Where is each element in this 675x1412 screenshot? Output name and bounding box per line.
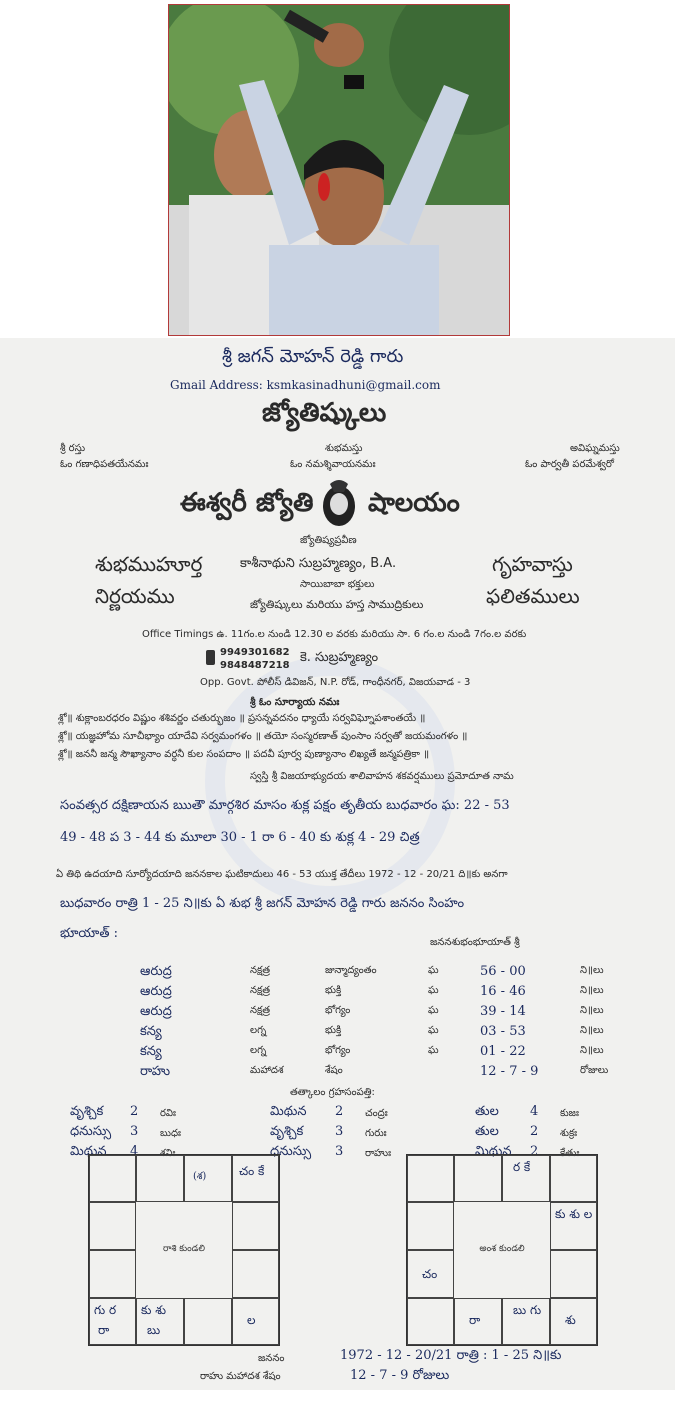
planet-name: కుజః xyxy=(560,1108,579,1119)
chart-cell xyxy=(136,1298,184,1345)
footer-birth-label: జననం xyxy=(258,1353,285,1364)
chart-cell xyxy=(89,1250,136,1298)
row-value: 16 - 46 xyxy=(480,984,526,999)
planet-num: 3 xyxy=(130,1124,139,1139)
cell-planets: గు ర xyxy=(94,1303,117,1317)
planet-num: 2 xyxy=(130,1104,139,1119)
chart-cell xyxy=(454,1155,502,1202)
cell-planets: చం కే xyxy=(239,1164,265,1178)
footer-birth-value: 1972 - 12 - 20/21 రాత్రి : 1 - 25 ని॥కు xyxy=(340,1348,562,1363)
shloka-1: శ్లో॥ శుక్లాంబరధరం విష్ణుం శశివర్ణం చతుర్భుజం ॥ ప్రసన్నవదనం ధ్యాయే సర్వవిఘ్నోపశాంతయే ॥ xyxy=(58,713,426,724)
deity-logo xyxy=(318,476,360,530)
row-suffix: ని॥లు xyxy=(580,1005,604,1016)
row-suffix: ని॥లు xyxy=(580,985,604,996)
chart-cell xyxy=(502,1298,550,1345)
row-type: లగ్న xyxy=(250,1045,267,1056)
planet-name: రవిః xyxy=(160,1108,176,1119)
planets-title: తత్కాలం గ్రహసంపత్తి: xyxy=(290,1087,375,1098)
row-value: 56 - 00 xyxy=(480,964,526,979)
row-detail: జున్మాద్యంతం xyxy=(325,965,377,976)
row-suffix: ని॥లు xyxy=(580,1045,604,1056)
office-timings: Office Timings ఉ. 11గం.ల నుండి 12.30 ల వరకు మరియు సా. 6 గం.ల నుండి 7గం.ల వరకు xyxy=(142,629,527,640)
phone-2: 9848487218 xyxy=(220,660,290,671)
cell-planets: రా xyxy=(469,1313,481,1327)
row-unit: ఘ xyxy=(428,1045,439,1056)
row-type: నక్షత్ర xyxy=(250,985,271,996)
planet-sign: ధనుస్సు xyxy=(70,1124,112,1139)
chart-cell xyxy=(89,1298,136,1345)
planet-sign: ధనుస్సు xyxy=(270,1144,312,1159)
chart-cell xyxy=(89,1155,136,1202)
row-label: కన్య xyxy=(140,1044,162,1059)
chart-cell xyxy=(89,1202,136,1250)
rasi-chart xyxy=(88,1154,280,1346)
phone-icon xyxy=(206,650,215,665)
row-label: రాహు xyxy=(140,1064,171,1079)
planet-name: కేతుః xyxy=(560,1148,580,1159)
chart-cell xyxy=(550,1155,597,1202)
row-label: ఆరుద్ర xyxy=(140,1004,172,1019)
gmail-address: Gmail Address: ksmkasinadhuni@gmail.com xyxy=(170,378,441,392)
address: Opp. Govt. పోలీస్ డివిజన్, N.P. రోడ్, గాంధీనగర్, విజయవాడ - 3 xyxy=(200,677,471,688)
chart-cell xyxy=(407,1155,454,1202)
cell-planets: ర కే xyxy=(513,1160,531,1174)
chart-cell xyxy=(407,1202,454,1250)
chart-cell xyxy=(184,1298,232,1345)
planet-name: రాహుః xyxy=(365,1148,392,1159)
chart-cell xyxy=(454,1298,502,1345)
cell-planets: కు శు xyxy=(141,1303,166,1317)
client-name: శ్రీ జగన్ మోహన్ రెడ్డి గారు xyxy=(222,346,404,367)
chart-cell xyxy=(184,1155,232,1202)
row-value: 39 - 14 xyxy=(480,1004,526,1019)
shloka-3: శ్లో॥ జననీ జన్మ సౌఖ్యానాం వర్ధనీ కుల సంపదాం ॥ పదవీ పూర్వ పుణ్యానాం లిఖ్యతే జన్మపత్రికా ॥ xyxy=(58,749,430,760)
planet-name: బుధః xyxy=(160,1128,181,1139)
row-type: లగ్న xyxy=(250,1025,267,1036)
row-label: కన్య xyxy=(140,1024,162,1039)
row-label: ఆరుద్ర xyxy=(140,964,172,979)
planet-num: 4 xyxy=(130,1144,139,1159)
row-type: నక్షత్ర xyxy=(250,965,271,976)
row-type: మహాదశ xyxy=(250,1065,284,1076)
cell-planets: శు xyxy=(565,1313,576,1327)
chart-cell xyxy=(550,1202,597,1250)
phone-1: 9949301682 xyxy=(220,647,290,658)
shloka-title: శ్రీ ఓం సూర్యాయ నమః xyxy=(250,697,340,708)
planet-name: శనిః xyxy=(160,1148,176,1159)
muhurtha-label: శుభముహూర్త xyxy=(95,552,203,576)
amsa-chart xyxy=(406,1154,598,1346)
horoscope-document xyxy=(0,338,675,1390)
cell-planets: ల xyxy=(247,1313,256,1327)
brand-left: ఈశ్వరీ జ్యోతి xyxy=(180,488,314,518)
proprietor: కె. సుబ్రహ్మణ్యం xyxy=(300,650,379,665)
cell-planets: చం xyxy=(422,1267,438,1281)
row-detail: భోగ్యం xyxy=(325,1045,351,1056)
planet-num: 4 xyxy=(530,1104,539,1119)
jyotishkulu-title: జ్యోతిష్కులు xyxy=(262,398,387,428)
row-unit: ఘ xyxy=(428,1005,439,1016)
row-label: ఆరుద్ర xyxy=(140,984,172,999)
cell-planets: రా xyxy=(98,1323,110,1337)
footer-dasha-value: 12 - 7 - 9 రోజులు xyxy=(350,1368,450,1383)
planet-name: చంద్రః xyxy=(365,1108,388,1119)
chart-cell xyxy=(550,1250,597,1298)
row-unit: ఘ xyxy=(428,1025,439,1036)
row-suffix: రోజులు xyxy=(580,1065,609,1076)
birth-line-6: భూయాత్ : xyxy=(60,926,118,941)
cell-planets: కు శు ల xyxy=(555,1207,593,1221)
cell-planets: (శ) xyxy=(193,1171,207,1182)
phalitamulu-label: ఫలితములు xyxy=(486,584,580,608)
chart-cell xyxy=(232,1298,279,1345)
center-blessing-1: శుభమస్తు xyxy=(325,443,363,454)
cell-planets: బు గు xyxy=(513,1303,542,1317)
cell-planets: బు xyxy=(147,1323,161,1337)
birth-line-4: ఏ తిథి ఉదయాది సూర్యోదయాది జననకాల ఘటికాదులు 46 - 53 యుక్త తేదీలు 1972 - 12 - 20/21 ది॥కు అనగా xyxy=(56,869,508,880)
planet-name: గురుః xyxy=(365,1128,387,1139)
chart-cell xyxy=(407,1298,454,1345)
row-value: 12 - 7 - 9 xyxy=(480,1064,539,1079)
subtitle: జ్యోతిష్కులు మరియు హస్త సాముద్రికులు xyxy=(250,598,424,611)
nirnayam-label: నిర్ణయము xyxy=(95,584,175,608)
planet-num: 2 xyxy=(530,1124,539,1139)
row-value: 03 - 53 xyxy=(480,1024,526,1039)
brand-right: షాలయం xyxy=(368,488,460,518)
birth-line-1: స్వస్తి శ్రీ విజయాభ్యుదయ శాలివాహన శకవర్షములు ప్రమోదూత నామ xyxy=(250,771,514,782)
left-blessing-1: శ్రీ రస్తు xyxy=(60,443,86,454)
astrologer-name: కాశీనాథుని సుబ్రహ్మణ్యం, B.A. xyxy=(240,556,397,571)
planet-sign: వృశ్చిక xyxy=(270,1124,304,1139)
birth-line-2: సంవత్సర దక్షిణాయన ఋతౌ మార్గశిర మాసం శుక్ల పక్షం తృతీయ బుధవారం ఘ: 22 - 53 xyxy=(60,798,510,813)
planet-sign: తుల xyxy=(475,1104,499,1119)
center-blessing-2: ఓం నమశ్శివాయనమః xyxy=(290,459,376,470)
birth-line-5: బుధవారం రాత్రి 1 - 25 ని॥కు ఏ శుభ శ్రీ జగన్ మోహన రెడ్డి గారు జననం సింహం xyxy=(60,896,465,911)
shloka-2: శ్లో॥ యజ్ఞహోమ సూచీభ్యాం యాదేవి సర్వమంగళం ॥ తయో సంస్మరణాత్ పుంసాం సర్వతో జయమంగళం ॥ xyxy=(58,731,468,742)
row-detail: భుక్తి xyxy=(325,1025,342,1036)
row-detail: భోగ్యం xyxy=(325,1005,351,1016)
chart-cell xyxy=(407,1250,454,1298)
portrait-photo xyxy=(168,4,510,336)
planet-num: 3 xyxy=(335,1144,344,1159)
chart-cell xyxy=(502,1155,550,1202)
jyotishya-praveena: జ్యోతిష్యప్రవీణ xyxy=(300,535,357,546)
portrait-illustration xyxy=(169,5,509,335)
chart-cell xyxy=(136,1155,184,1202)
row-suffix: ని॥లు xyxy=(580,1025,604,1036)
planet-sign: తుల xyxy=(475,1124,499,1139)
chart-cell xyxy=(232,1202,279,1250)
planet-sign: వృశ్చిక xyxy=(70,1104,104,1119)
left-blessing-2: ఓం గణాధిపతయేనమః xyxy=(60,459,149,470)
row-type: నక్షత్ర xyxy=(250,1005,271,1016)
row-detail: భుక్తి xyxy=(325,985,342,996)
planet-num: 2 xyxy=(335,1104,344,1119)
footer-dasha-label: రాహు మహాదశ శేషం xyxy=(200,1371,281,1382)
planet-sign: మిథున xyxy=(475,1144,512,1159)
birth-line-3: 49 - 48 ప 3 - 44 కు మూలా 30 - 1 రా 6 - 40 కు శుక్ల 4 - 29 చిత్ర xyxy=(60,830,420,845)
gruhavastu-label: గృహవాస్తు xyxy=(492,552,573,576)
planet-num: 2 xyxy=(530,1144,539,1159)
sai-devotees: సాయిబాబా భక్తులు xyxy=(300,579,375,590)
planet-name: శుక్రః xyxy=(560,1128,578,1139)
row-unit: ఘ xyxy=(428,965,439,976)
chart-cell xyxy=(232,1250,279,1298)
row-suffix: ని॥లు xyxy=(580,965,604,976)
right-blessing-1: అవిఘ్నమస్తు xyxy=(570,443,620,454)
row-detail: శేషం xyxy=(325,1065,343,1076)
row-unit: ఘ xyxy=(428,985,439,996)
planet-num: 3 xyxy=(335,1124,344,1139)
row-value: 01 - 22 xyxy=(480,1044,526,1059)
right-blessing-2: ఓం పార్వతీ పరమేశ్వరో xyxy=(525,459,614,470)
chart-cell xyxy=(232,1155,279,1202)
chart-cell xyxy=(550,1298,597,1345)
chart-center-label: రాశి కుండలి xyxy=(136,1202,232,1298)
janana-shubham: జననశుభంభూయాత్ శ్రీ xyxy=(430,937,520,948)
planet-sign: మిథున xyxy=(70,1144,107,1159)
planet-sign: మిథున xyxy=(270,1104,307,1119)
chart-center-label: అంశ కుండలి xyxy=(454,1202,550,1298)
